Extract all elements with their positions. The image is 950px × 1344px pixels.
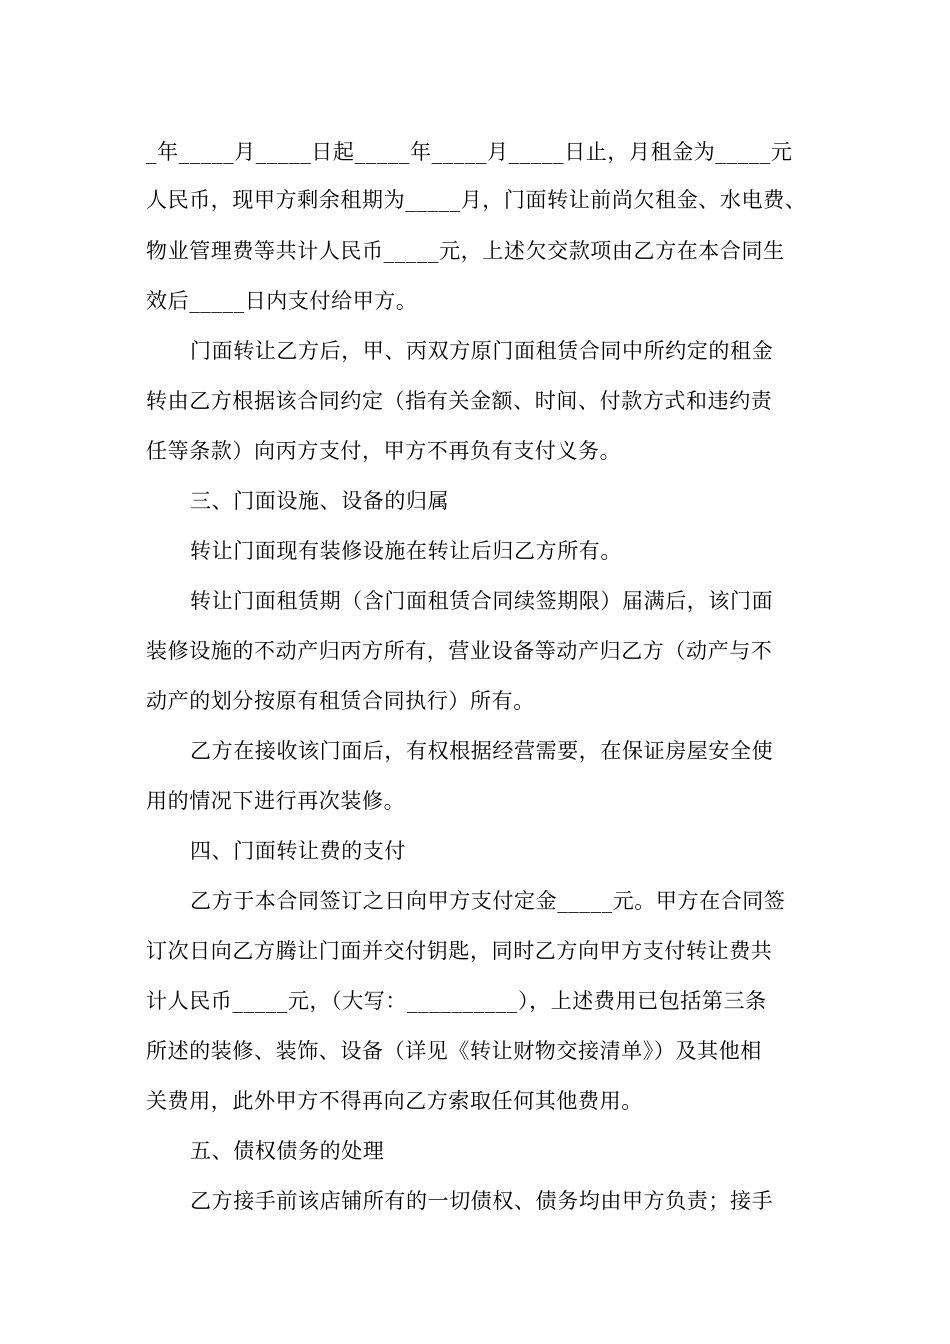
text-line-14: 用的情况下进行再次装修。 [146,789,406,813]
paragraph-first-line: 门面转让乙方后，甲、丙双方原门面租赁合同中所约定的租金 [190,339,774,363]
text-line-4: 效后_____日内支付给甲方。 [146,289,418,313]
paragraph-first-line: 转让门面租赁期（含门面租赁合同续签期限）届满后，该门面 [190,589,774,613]
text-line-12: 动产的划分按原有租赁合同执行）所有。 [146,689,535,713]
text-line-18: 计人民币_____元，（大写：__________），上述费用已包括第三条 [146,989,767,1013]
paragraph-first-line: 乙方接手前该店铺所有的一切债权、债务均由甲方负责；接手 [190,1189,774,1213]
text-line-2: 人民币，现甲方剩余租期为_____月，门面转让前尚欠租金、水电费、 [146,188,807,212]
section-heading-3: 三、门面设施、设备的归属 [190,489,450,513]
section-heading-4: 四、门面转让费的支付 [190,839,406,863]
text-line-11: 装修设施的不动产归丙方所有，营业设备等动产归乙方（动产与不 [146,639,773,663]
paragraph-first-line: 乙方于本合同签订之日向甲方支付定金_____元。甲方在合同签 [190,889,786,913]
paragraph-first-line: 转让门面现有装修设施在转让后归乙方所有。 [190,539,622,563]
text-line-3: 物业管理费等共计人民币_____元，上述欠交款项由乙方在本合同生 [146,239,785,263]
paragraph-first-line: 乙方在接收该门面后，有权根据经营需要，在保证房屋安全使 [190,739,774,763]
text-line-6: 转由乙方根据该合同约定（指有关金额、时间、付款方式和违约责 [146,389,773,413]
text-line-17: 订次日向乙方腾让门面并交付钥匙，同时乙方向甲方支付转让费共 [146,939,773,963]
text-line-19: 所述的装修、装饰、设备（详见《转让财物交接清单》）及其他相 [146,1039,762,1063]
text-line-20: 关费用，此外甲方不得再向乙方索取任何其他费用。 [146,1089,643,1113]
section-heading-5: 五、债权债务的处理 [190,1139,385,1163]
text-line-1: _年_____月_____日起_____年_____月_____日止，月租金为_____元 [146,140,793,164]
text-line-7: 任等条款）向丙方支付，甲方不再负有支付义务。 [146,439,622,463]
